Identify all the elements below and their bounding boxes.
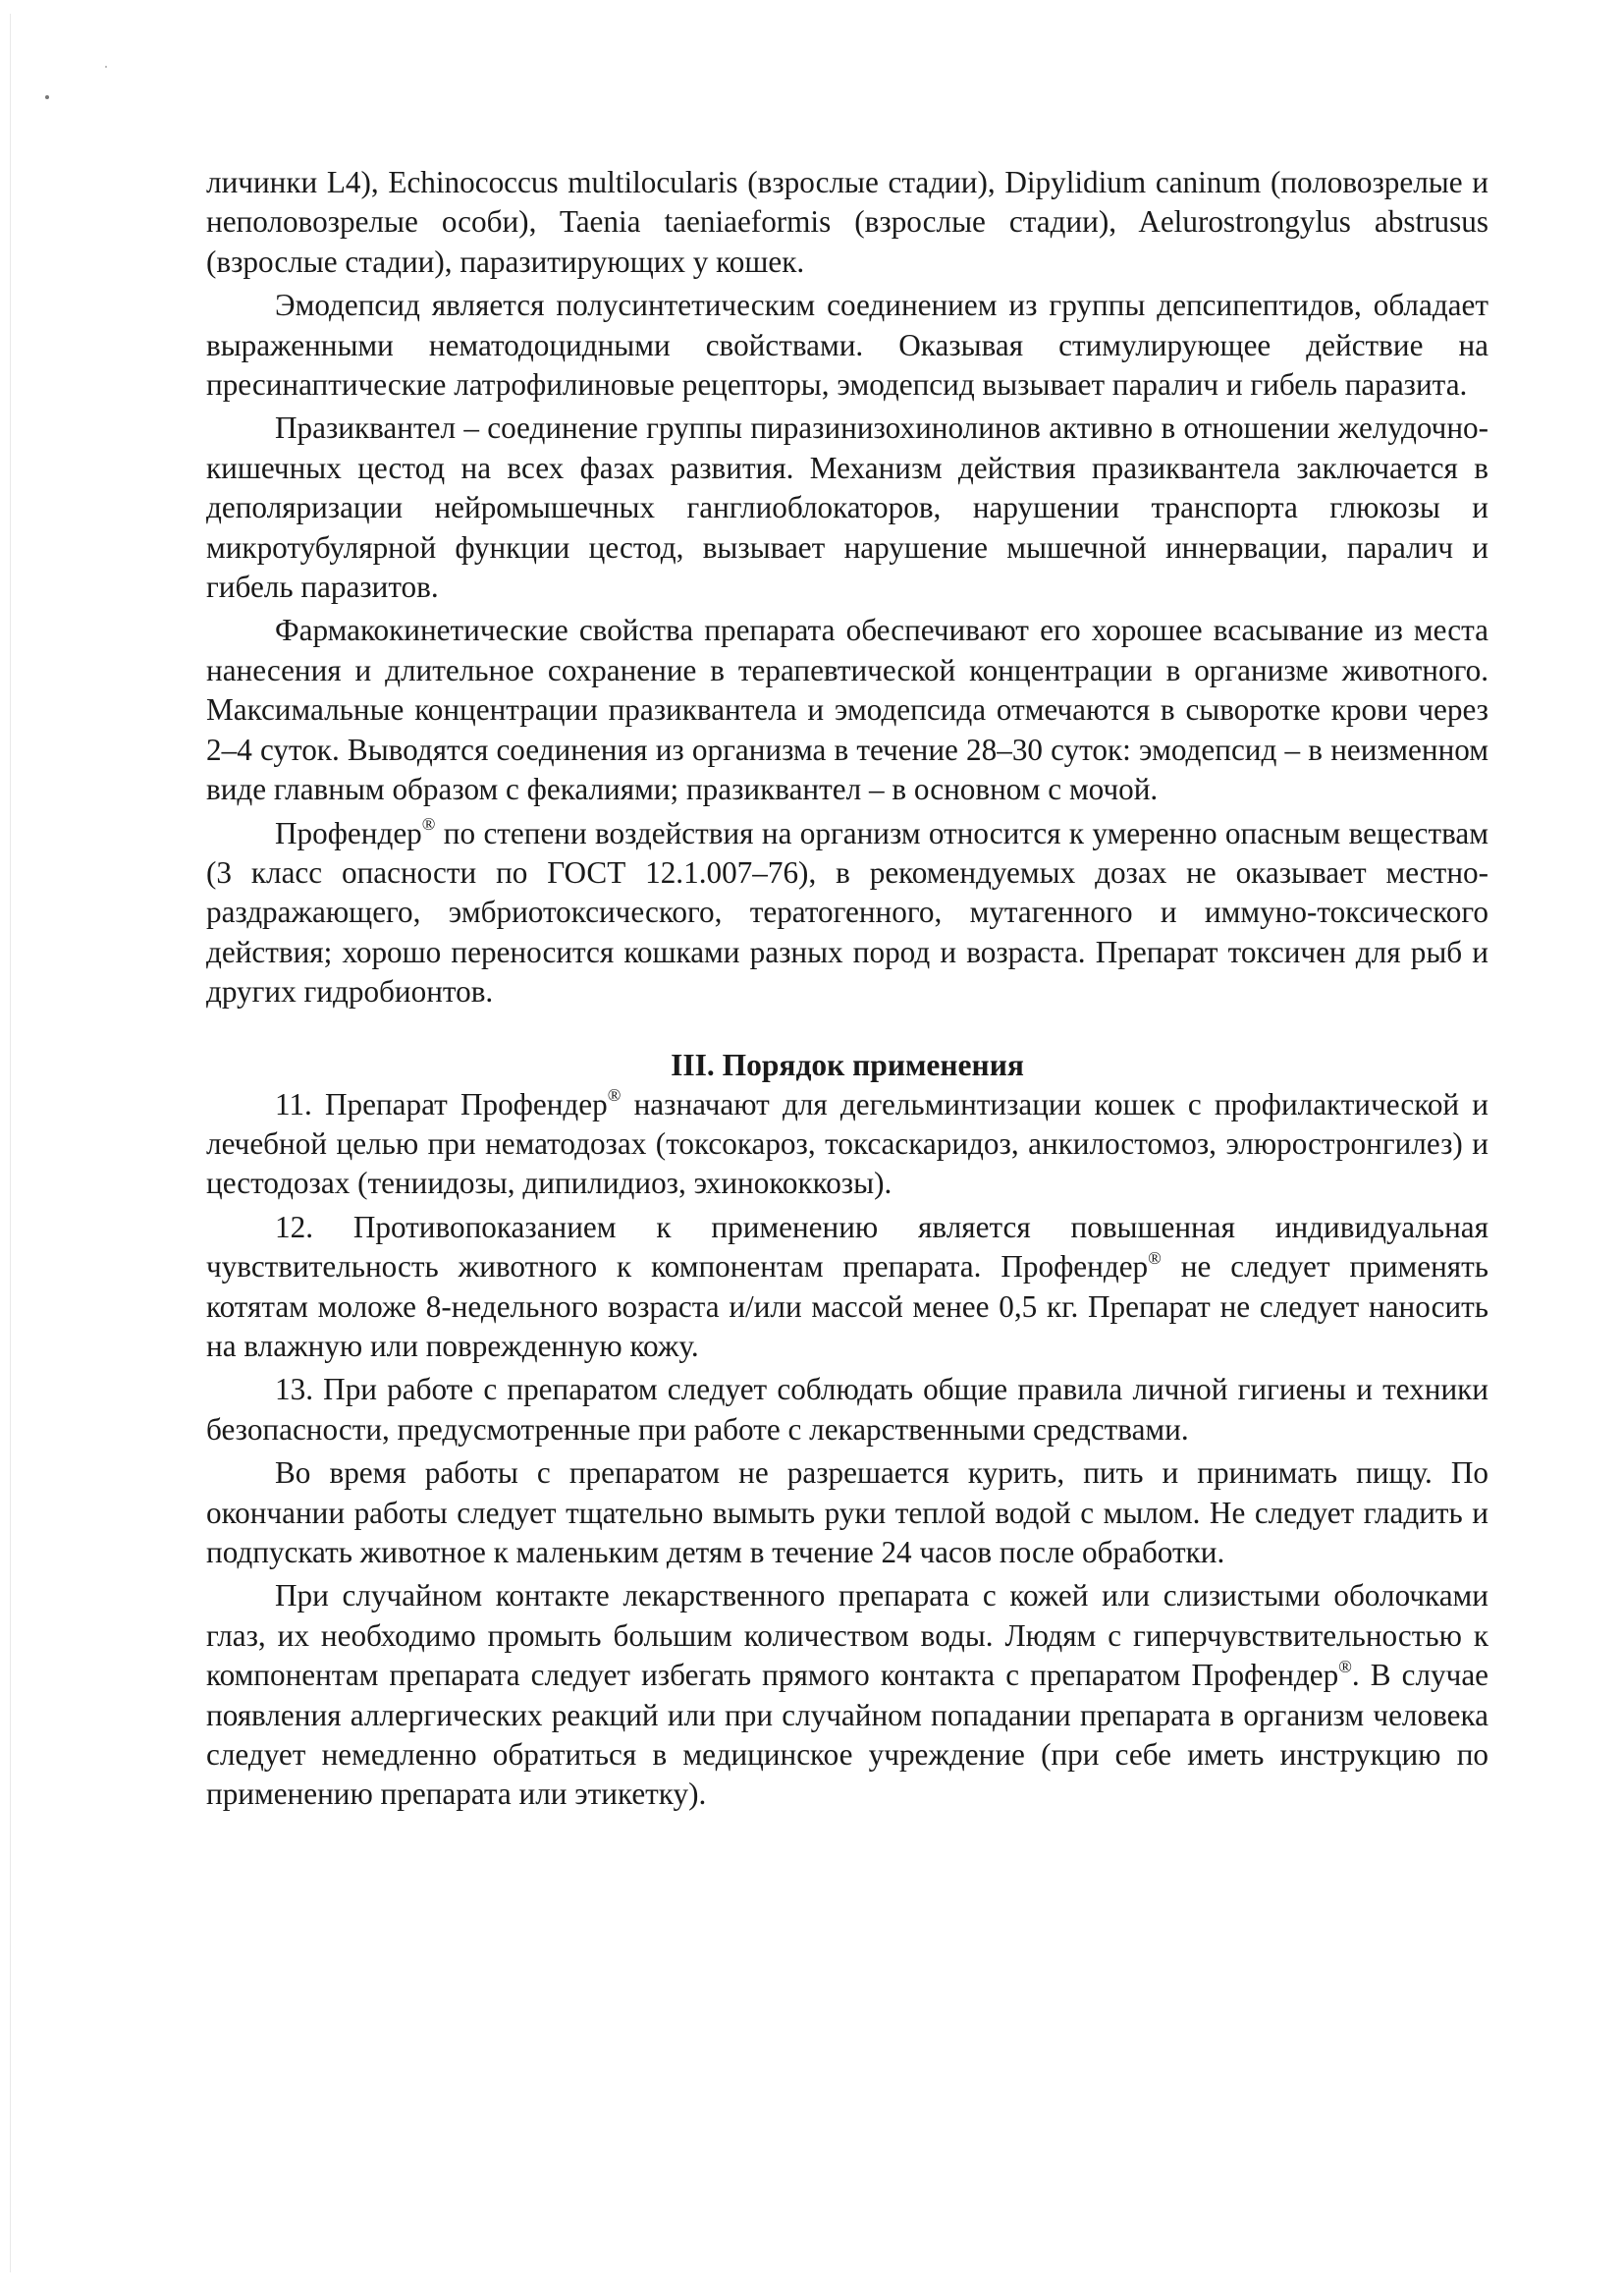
list-item-11 — [206, 1085, 1488, 1204]
list-item-13 — [206, 1370, 1488, 1449]
section-heading-usage: III. Порядок применения — [671, 1047, 1024, 1082]
paragraph-text: Препарат — [311, 1086, 460, 1121]
paragraph-toxicity — [206, 814, 1488, 1012]
scan-edge-line — [10, 14, 11, 2272]
paragraph-pharmacokinetics: Фармакокинетические свойства препарата обеспечивают его хорошее всасывание из места нанесения и длительное сохранение в терапевтической концентрации в организме животного. Максимальные концентрации празиквантела и эмодепсида отмечаются в сыворотке крови через 2–4 суток. Выводятся соединения из организма в течение 28–30 суток: эмодепсид – в неизменном виде главным образом с фекалиями; празиквантел – в основном с мочой. — [206, 613, 1488, 807]
paragraph-emodepside: Эмодепсид является полусинтетическим соединением из группы депсипептидов, обладает выраженными нематодоцидными свойствами. Оказывая стимулирующее действие на пресинаптические латрофилиновые рецепторы, эмодепсид вызывает паралич и гибель паразита. — [206, 288, 1488, 403]
paragraph-text: Противопоказанием к применению является повышенная индивидуальная чувствительность животного к компонентам препарата. — [206, 1209, 1488, 1285]
item-number: 13. — [275, 1372, 313, 1407]
item-number: 11. — [275, 1086, 312, 1121]
paragraph-text: При работе с препаратом следует соблюдать общие правила личной гигиены и техники безопасности, предусмотренные при работе с лекарственными средствами. — [206, 1372, 1488, 1447]
list-item-12 — [206, 1208, 1488, 1367]
paragraph-text: по степени воздействия на организм относится к умеренно опасным веществам (3 класс опасности по ГОСТ 12.1.007–76), в рекомендуемых дозах не оказывает местно-раздражающего, эмбриотоксического, тератогенного, мутагенного и иммуно-токсического действия; хорошо переносится кошками разных пород и возраста. Препарат токсичен для рыб и других гидробионтов. — [206, 815, 1488, 1010]
paragraph-no-eating: Во время работы с препаратом не разрешается курить, пить и принимать пищу. По окончании работы следует тщательно вымыть руки теплой водой с мылом. Не следует гладить и подпускать животное к маленьким детям в течение 24 часов после обработки. — [206, 1455, 1488, 1569]
paragraph-text: При случайном контакте лекарственного препарата с кожей или слизистыми оболочками глаз, их необходимо промыть большим количеством воды. Людям с гиперчувствительностью к компонентам препарата следует избегать прямого контакта с препаратом — [206, 1578, 1488, 1693]
brand-name: Профендер — [460, 1086, 608, 1121]
registered-mark: ® — [1338, 1656, 1352, 1676]
paragraph-accidental-contact — [206, 1576, 1488, 1814]
paragraph-text: не следует применять котятам моложе 8-недельного возраста и/или массой менее 0,5 кг. Препарат не следует наносить на влажную или поврежденную кожу. — [206, 1249, 1488, 1363]
scan-speck — [105, 66, 107, 68]
item-number: 12. — [275, 1209, 313, 1244]
brand-name: Профендер — [275, 815, 422, 850]
scan-speck — [45, 95, 49, 99]
document-page — [206, 163, 1488, 1815]
brand-name: Профендер — [1191, 1658, 1339, 1693]
paragraph-spectrum-continuation: личинки L4), Echinococcus multilocularis (взрослые стадии), Dipylidium caninum (половозрелые и неполовозрелые особи), Taenia taeniaeformis (взрослые стадии), Aelurostrongylus abstrusus (взрослые стадии), паразитирующих у кошек. — [206, 165, 1488, 279]
registered-mark: ® — [607, 1085, 622, 1106]
brand-name: Профендер — [1001, 1249, 1149, 1285]
paragraph-text: назначают для дегельминтизации кошек с профилактической и лечебной целью при нематодозах (токсокароз, токсаскаридоз, анкилостомоз, элюростронгилез) и цестодозах (тениидозы, дипилидиоз, эхинококкозы). — [206, 1086, 1488, 1201]
registered-mark: ® — [1148, 1247, 1162, 1268]
registered-mark: ® — [421, 814, 436, 835]
paragraph-praziquantel: Празиквантел – соединение группы пиразинизохинолинов активно в отношении желудочно-кишечных цестод на всех фазах развития. Механизм действия празиквантела заключается в деполяризации нейромышечных ганглиоблокаторов, нарушении транспорта глюкозы и микротубулярной функции цестод, вызывает нарушение мышечной иннервации, паралич и гибель паразитов. — [206, 410, 1488, 605]
paragraph-text: . В случае появления аллергических реакций или при случайном попадании препарата в организм человека следует немедленно обратиться в медицинское учреждение (при себе иметь инструкцию по применению препарата или этикетку). — [206, 1658, 1489, 1812]
